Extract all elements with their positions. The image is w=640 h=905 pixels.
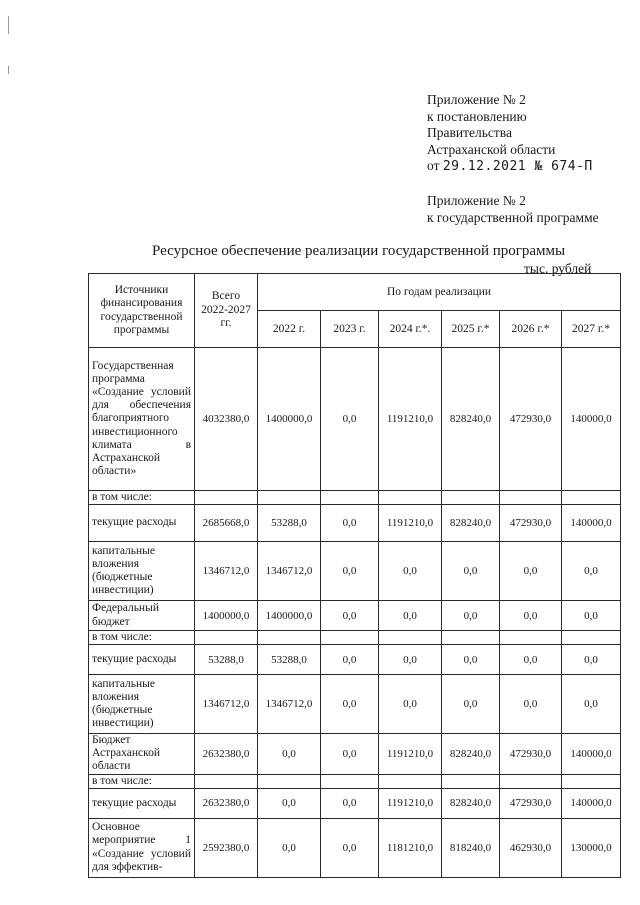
header-year: 2022 г. bbox=[258, 311, 321, 348]
empty-cell bbox=[195, 491, 258, 505]
year-value-cell: 0,0 bbox=[442, 645, 500, 675]
table-section-row bbox=[89, 631, 621, 645]
empty-cell bbox=[195, 774, 258, 788]
year-value-cell: 0,0 bbox=[321, 675, 379, 734]
year-value-cell: 0,0 bbox=[379, 542, 442, 601]
table-row bbox=[89, 645, 621, 675]
year-value-cell: 828240,0 bbox=[442, 734, 500, 775]
year-value-cell: 0,0 bbox=[321, 601, 379, 631]
empty-cell bbox=[442, 774, 500, 788]
total-value-cell: 2632380,0 bbox=[195, 734, 258, 775]
year-value-cell: 462930,0 bbox=[500, 818, 562, 877]
appendix-program-line: к государственной программе bbox=[427, 209, 599, 225]
year-value-cell: 0,0 bbox=[500, 601, 562, 631]
date-number: 29.12.2021 № 674-П bbox=[442, 159, 593, 174]
year-value-cell: 0,0 bbox=[562, 645, 621, 675]
section-label: в том числе: bbox=[89, 631, 195, 645]
year-value-cell: 140000,0 bbox=[562, 788, 621, 818]
table-section-row bbox=[89, 491, 621, 505]
empty-cell bbox=[562, 491, 621, 505]
total-value-cell: 1400000,0 bbox=[195, 601, 258, 631]
year-value-cell: 828240,0 bbox=[442, 505, 500, 542]
total-value-cell: 2592380,0 bbox=[195, 818, 258, 877]
row-label: капитальные вложения (бюджетные инвестиции) bbox=[89, 542, 195, 601]
appendix-decree-line: к постановлению bbox=[427, 108, 527, 124]
header-year: 2026 г.* bbox=[500, 311, 562, 348]
year-value-cell: 1346712,0 bbox=[258, 542, 321, 601]
year-value-cell: 53288,0 bbox=[258, 505, 321, 542]
year-value-cell: 828240,0 bbox=[442, 788, 500, 818]
empty-cell bbox=[500, 491, 562, 505]
year-value-cell: 0,0 bbox=[321, 645, 379, 675]
year-value-cell: 0,0 bbox=[321, 542, 379, 601]
year-value-cell: 0,0 bbox=[562, 601, 621, 631]
header-year: 2027 г.* bbox=[562, 311, 621, 348]
appendix-decree-line: Астраханской области bbox=[427, 141, 556, 157]
empty-cell bbox=[321, 631, 379, 645]
document-title: Ресурсное обеспечение реализации государственной программы bbox=[152, 243, 566, 259]
year-value-cell: 472930,0 bbox=[500, 505, 562, 542]
year-value-cell: 0,0 bbox=[500, 645, 562, 675]
header-sources: Источники финансирования государственной программы bbox=[89, 274, 195, 348]
section-label: в том числе: bbox=[89, 774, 195, 788]
row-label: текущие расходы bbox=[89, 645, 195, 675]
year-value-cell: 0,0 bbox=[258, 734, 321, 775]
header-year: 2024 г.*. bbox=[379, 311, 442, 348]
year-value-cell: 472930,0 bbox=[500, 734, 562, 775]
table-row bbox=[89, 505, 621, 542]
year-value-cell: 0,0 bbox=[321, 818, 379, 877]
empty-cell bbox=[379, 774, 442, 788]
header-by-years: По годам реализации bbox=[258, 274, 621, 311]
year-value-cell: 53288,0 bbox=[258, 645, 321, 675]
year-value-cell: 140000,0 bbox=[562, 348, 621, 491]
row-label: капитальные вложения (бюджетные инвестиции) bbox=[89, 675, 195, 734]
empty-cell bbox=[321, 774, 379, 788]
resource-table bbox=[88, 273, 621, 878]
row-label: Государственная программа «Создание условий для обеспечения благоприятного инвестиционного климата в Астраханской области» bbox=[89, 348, 195, 491]
year-value-cell: 0,0 bbox=[258, 818, 321, 877]
year-value-cell: 828240,0 bbox=[442, 348, 500, 491]
scan-edge-mark bbox=[8, 66, 9, 74]
empty-cell bbox=[195, 631, 258, 645]
appendix-decree-date bbox=[427, 158, 593, 176]
empty-cell bbox=[500, 774, 562, 788]
appendix-program-block bbox=[427, 193, 599, 226]
units-label: тыс. рублей bbox=[524, 261, 592, 276]
empty-cell bbox=[379, 631, 442, 645]
year-value-cell: 1181210,0 bbox=[379, 818, 442, 877]
year-value-cell: 0,0 bbox=[442, 675, 500, 734]
empty-cell bbox=[258, 491, 321, 505]
year-value-cell: 472930,0 bbox=[500, 788, 562, 818]
empty-cell bbox=[321, 491, 379, 505]
total-value-cell: 1346712,0 bbox=[195, 675, 258, 734]
scan-edge-mark bbox=[8, 16, 9, 34]
table-row bbox=[89, 818, 621, 877]
table-row bbox=[89, 788, 621, 818]
appendix-decree-line: Приложение № 2 bbox=[427, 92, 526, 107]
header-total: Всего 2022-2027 гг. bbox=[195, 274, 258, 348]
year-value-cell: 130000,0 bbox=[562, 818, 621, 877]
empty-cell bbox=[500, 631, 562, 645]
year-value-cell: 1346712,0 bbox=[258, 675, 321, 734]
total-value-cell: 1346712,0 bbox=[195, 542, 258, 601]
year-value-cell: 0,0 bbox=[500, 675, 562, 734]
year-value-cell: 0,0 bbox=[379, 675, 442, 734]
year-value-cell: 0,0 bbox=[321, 734, 379, 775]
year-value-cell: 0,0 bbox=[379, 601, 442, 631]
year-value-cell: 1400000,0 bbox=[258, 348, 321, 491]
empty-cell bbox=[258, 631, 321, 645]
row-label: Основное мероприятие 1 «Создание условий для эффектив- bbox=[89, 818, 195, 877]
year-value-cell: 0,0 bbox=[321, 505, 379, 542]
year-value-cell: 0,0 bbox=[442, 601, 500, 631]
year-value-cell: 818240,0 bbox=[442, 818, 500, 877]
year-value-cell: 0,0 bbox=[500, 542, 562, 601]
year-value-cell: 1191210,0 bbox=[379, 505, 442, 542]
empty-cell bbox=[379, 491, 442, 505]
header-year: 2025 г.* bbox=[442, 311, 500, 348]
table-row bbox=[89, 675, 621, 734]
empty-cell bbox=[562, 774, 621, 788]
appendix-program-line: Приложение № 2 bbox=[427, 193, 526, 208]
table-section-row bbox=[89, 774, 621, 788]
table-row bbox=[89, 542, 621, 601]
row-label: текущие расходы bbox=[89, 505, 195, 542]
year-value-cell: 1191210,0 bbox=[379, 734, 442, 775]
empty-cell bbox=[442, 631, 500, 645]
section-label: в том числе: bbox=[89, 491, 195, 505]
appendix-decree-line: Правительства bbox=[427, 125, 512, 140]
row-label: Федеральный бюджет bbox=[89, 601, 195, 631]
empty-cell bbox=[442, 491, 500, 505]
year-value-cell: 472930,0 bbox=[500, 348, 562, 491]
table-row bbox=[89, 348, 621, 491]
empty-cell bbox=[562, 631, 621, 645]
total-value-cell: 53288,0 bbox=[195, 645, 258, 675]
total-value-cell: 4032380,0 bbox=[195, 348, 258, 491]
table-body bbox=[89, 348, 621, 878]
empty-cell bbox=[258, 774, 321, 788]
appendix-decree-block bbox=[427, 92, 593, 176]
year-value-cell: 0,0 bbox=[321, 788, 379, 818]
total-value-cell: 2685668,0 bbox=[195, 505, 258, 542]
year-value-cell: 0,0 bbox=[321, 348, 379, 491]
date-prefix: от bbox=[427, 158, 440, 173]
year-value-cell: 1191210,0 bbox=[379, 788, 442, 818]
year-value-cell: 0,0 bbox=[562, 675, 621, 734]
year-value-cell: 0,0 bbox=[562, 542, 621, 601]
total-value-cell: 2632380,0 bbox=[195, 788, 258, 818]
table-row bbox=[89, 601, 621, 631]
year-value-cell: 0,0 bbox=[258, 788, 321, 818]
header-year: 2023 г. bbox=[321, 311, 379, 348]
year-value-cell: 0,0 bbox=[379, 645, 442, 675]
year-value-cell: 140000,0 bbox=[562, 505, 621, 542]
row-label: текущие расходы bbox=[89, 788, 195, 818]
year-value-cell: 0,0 bbox=[442, 542, 500, 601]
year-value-cell: 1400000,0 bbox=[258, 601, 321, 631]
row-label: Бюджет Астраханской области bbox=[89, 734, 195, 775]
table-row bbox=[89, 734, 621, 775]
year-value-cell: 1191210,0 bbox=[379, 348, 442, 491]
year-value-cell: 140000,0 bbox=[562, 734, 621, 775]
